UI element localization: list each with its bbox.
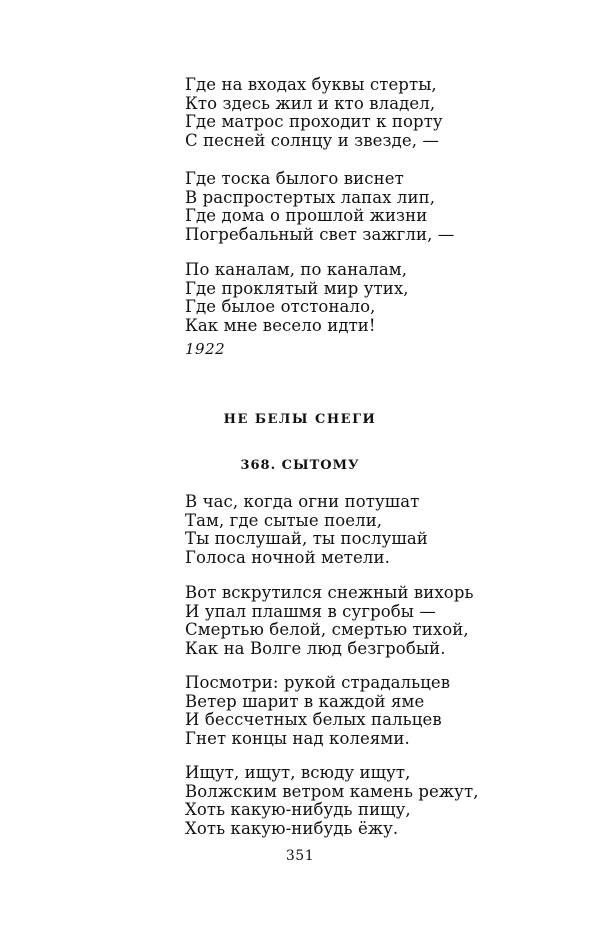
verse-line: По каналам, по каналам,	[185, 260, 408, 279]
verse-line: Как на Волге люд безгробый.	[185, 638, 446, 658]
verse-line: Ты послушай, ты послушай	[185, 529, 428, 548]
verse-line: Хоть какую-нибудь ёжу.	[185, 818, 399, 838]
verse-line: Гнет концы над колеями.	[185, 728, 410, 748]
stanza	[185, 170, 454, 244]
verse-line: Посмотри: рукой страдальцев	[185, 673, 451, 692]
verse-line: В распростертых лапах лип,	[185, 187, 436, 207]
verse-line: Смертью белой, смертью тихой,	[185, 620, 469, 639]
stanza	[185, 76, 443, 150]
verse-line: И упал плашмя в сугробы —	[185, 601, 436, 621]
verse-line: И бессчетных белых пальцев	[185, 710, 442, 729]
verse-line: В час, когда огни потушат	[185, 492, 420, 511]
section-title: НЕ БЕЛЫ СНЕГИ	[223, 412, 377, 427]
verse-line: Там, где сытые поели,	[185, 510, 383, 530]
stanza	[185, 674, 450, 748]
verse-line: Вот вскрутился снежный вихорь	[185, 583, 474, 602]
stanza	[185, 584, 474, 658]
verse-line: Где матрос проходит к порту	[185, 112, 443, 131]
verse-line: Где тоска былого виснет	[185, 169, 404, 188]
verse-line: Голоса ночной метели.	[185, 547, 390, 567]
verse-line: Ветер шарит в каждой яме	[185, 691, 425, 711]
verse-line: Как мне весело идти!	[185, 315, 376, 335]
verse-line: Кто здесь жил и кто владел,	[185, 93, 436, 113]
verse-line: Хоть какую-нибудь пищу,	[185, 800, 411, 819]
verse-line: Где проклятый мир утих,	[185, 278, 409, 298]
stanza	[185, 261, 409, 335]
verse-line: Где былое отстонало,	[185, 297, 376, 316]
poem-year: 1922	[185, 340, 226, 358]
page-number: 351	[285, 848, 315, 864]
verse-line: Ищут, ищут, всюду ищут,	[185, 763, 411, 782]
verse-line: Где дома о прошлой жизни	[185, 206, 428, 225]
verse-line: Где на входах буквы стерты,	[185, 75, 437, 94]
verse-line: С песней солнцу и звезде, —	[185, 130, 440, 150]
stanza	[185, 493, 428, 567]
verse-line: Волжским ветром камень режут,	[185, 781, 479, 801]
verse-line: Погребальный свет зажгли, —	[185, 224, 455, 244]
stanza	[185, 764, 479, 838]
poem-title: 368. СЫТОМУ	[240, 458, 360, 473]
